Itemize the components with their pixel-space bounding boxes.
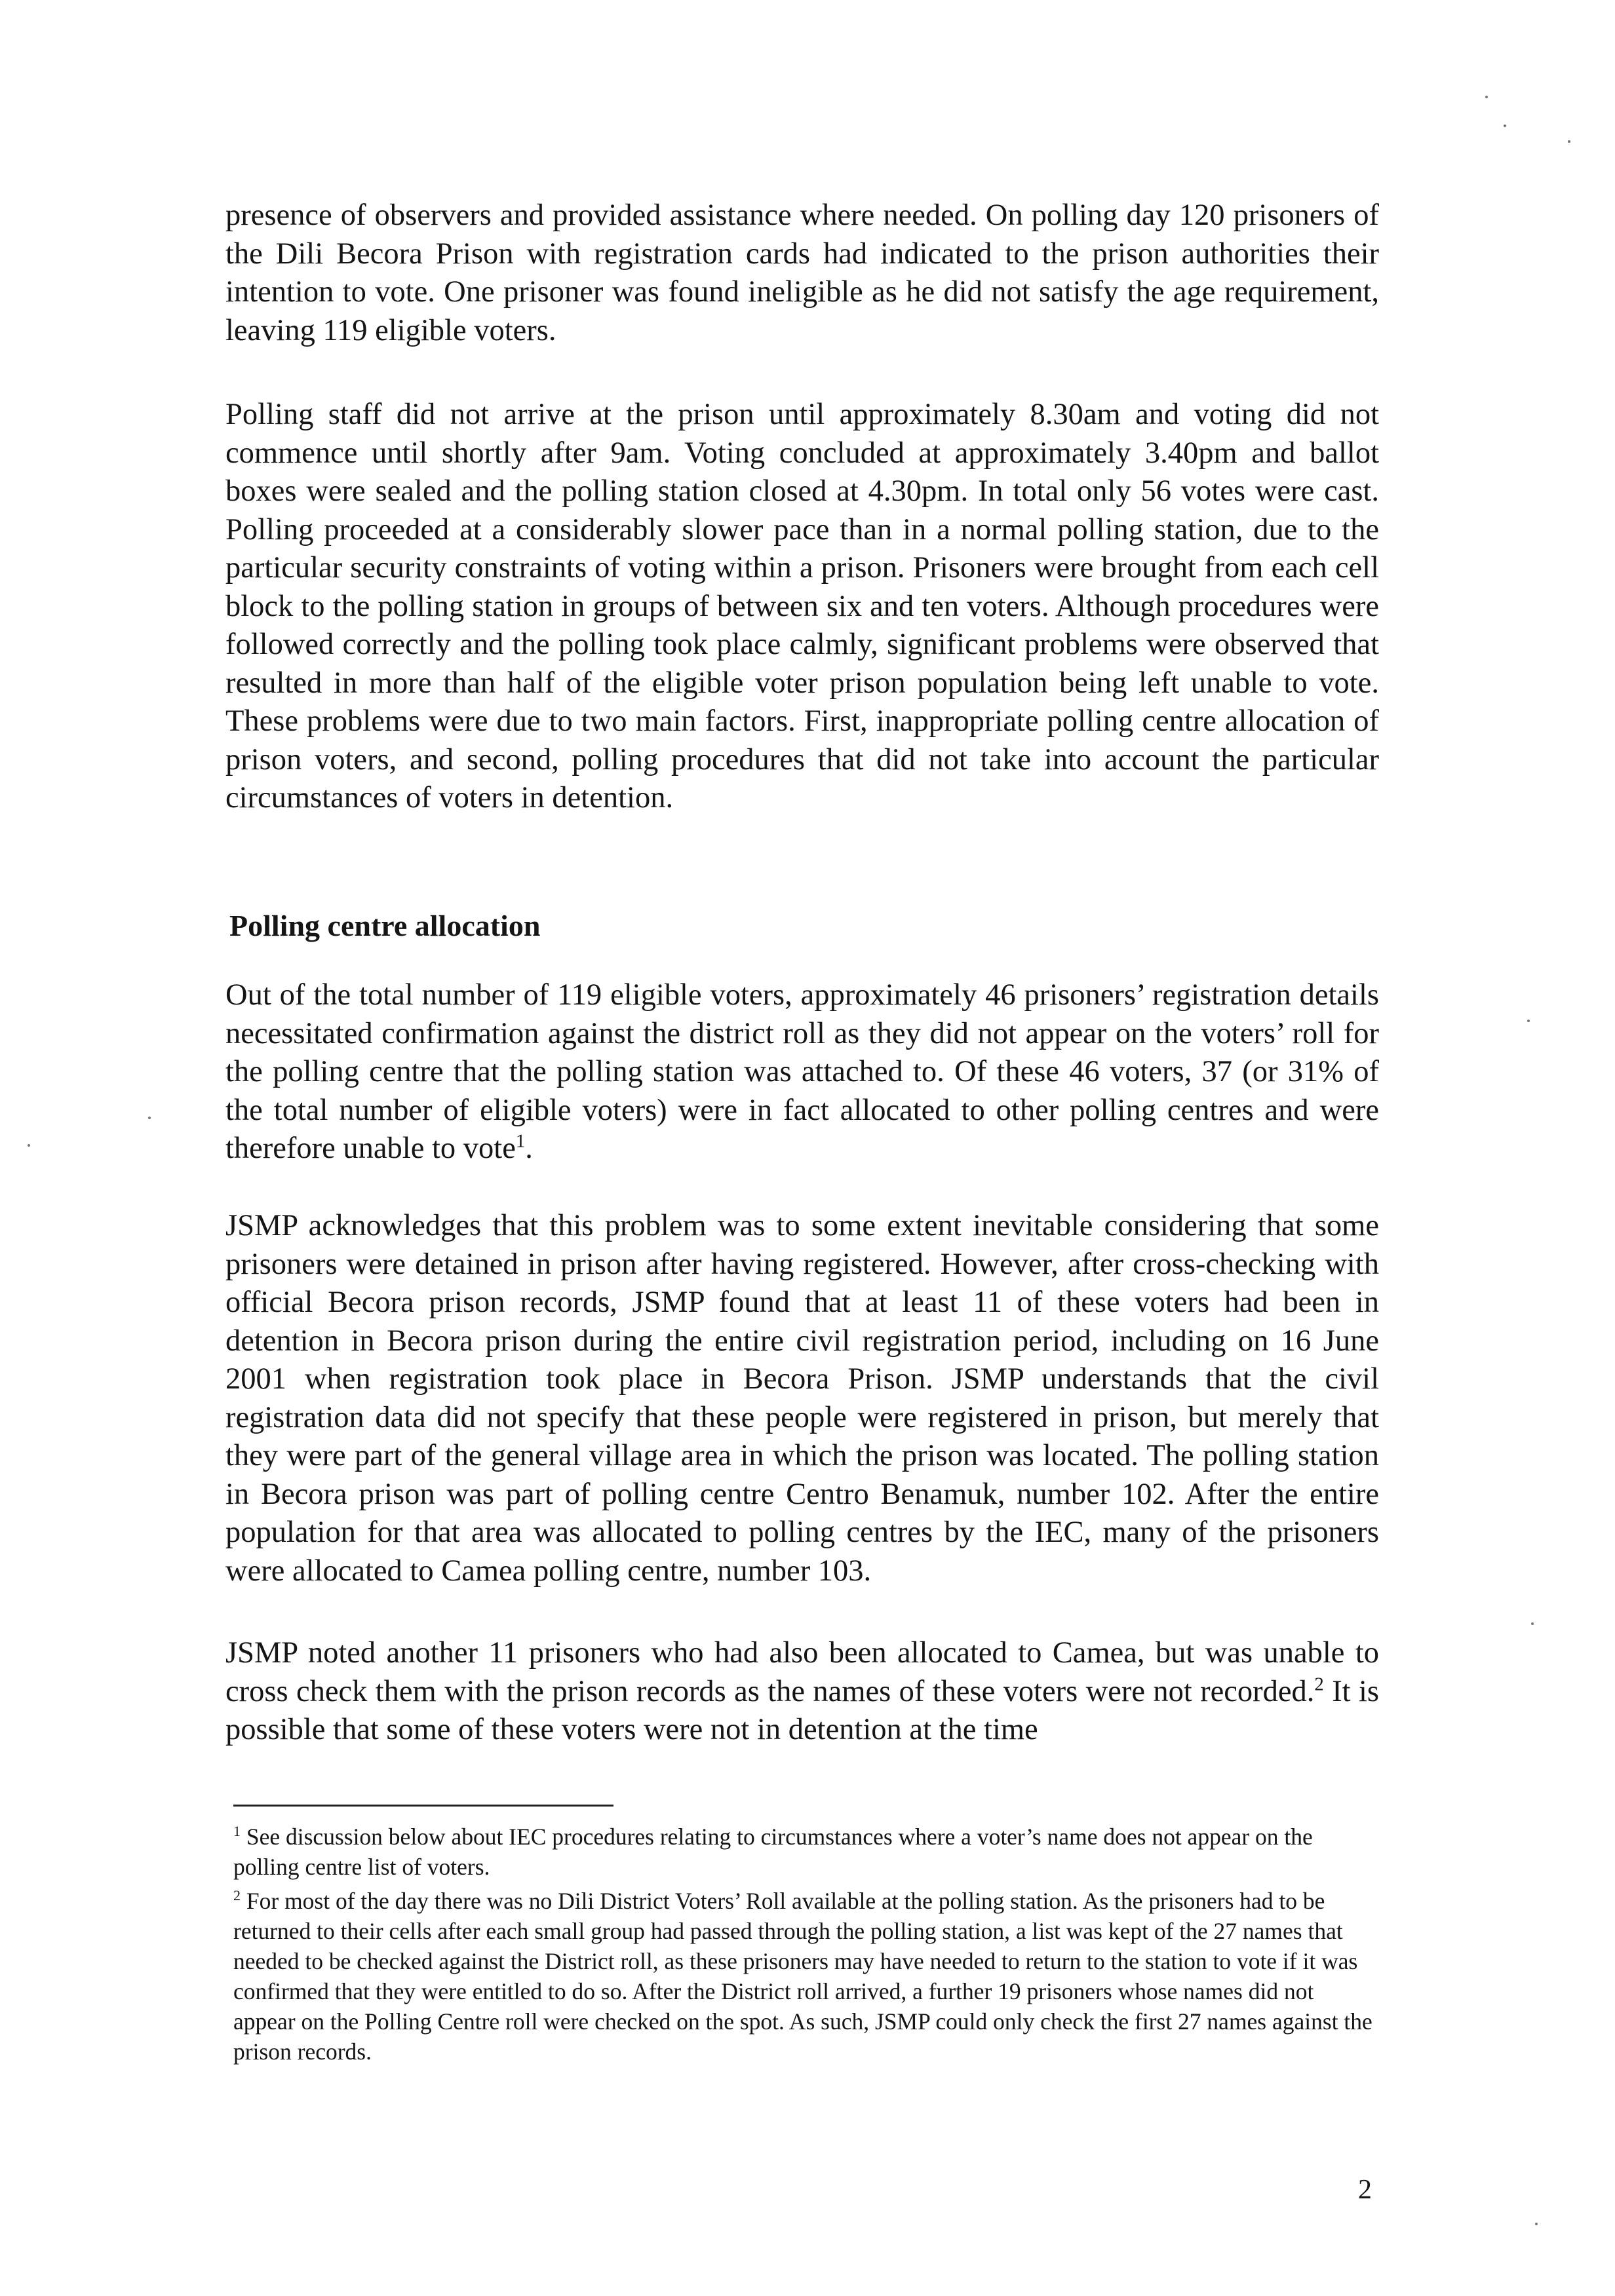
footnote-1 xyxy=(233,1822,1374,1882)
scan-speck xyxy=(1504,124,1506,127)
scan-speck xyxy=(1485,96,1488,98)
footnote-separator xyxy=(233,1805,613,1807)
paragraph-5 xyxy=(225,1634,1379,1750)
footnote-2 xyxy=(233,1886,1374,2067)
page-number: 2 xyxy=(1358,2175,1372,2205)
scan-speck xyxy=(1531,1622,1534,1625)
scan-speck xyxy=(1568,140,1570,143)
paragraph-1: presence of observers and provided assistance where needed. On polling day 120 prisoners of the Dili Becora Prison with registration cards had indicated to the prison authorities their intention to vote. One prisoner was found ineligible as he did not satisfy the age requirement, leaving 119 eligible voters. xyxy=(225,199,1379,347)
footnote-2-text: For most of the day there was no Dili District Voters’ Roll available at the polling station. As the prisoners had to be returned to their cells after each small group had passed through the polling station, a list was kept of the 27 names that needed to be checked against the District roll, as these prisoners may have needed to return to the station to vote if it was confirmed that they were entitled to do so. After the District roll arrived, a further 19 prisoners whose names did not appear on the Polling Centre roll were checked on the spot. As such, JSMP could only check the first 27 names against the prison records. xyxy=(233,1888,1372,2065)
footnote-ref-2: 2 xyxy=(1314,1674,1324,1694)
paragraph-5-text: JSMP noted another 11 prisoners who had also been allocated to Camea, but was unable to cross check them with the prison records as the names of these voters were not recorded. xyxy=(225,1636,1379,1708)
scan-speck xyxy=(148,1117,151,1119)
paragraph-3-text: Out of the total number of 119 eligible voters, approximately 46 prisoners’ registration details necessitated confirmation against the district roll as they did not appear on the voters’ roll for the polling centre that the polling station was attached to. Of these 46 voters, 37 (or 31% of the total number of eligible voters) were in fact allocated to other polling centres and were therefore unable to vote xyxy=(225,978,1379,1165)
footnote-1-marker: 1 xyxy=(233,1823,241,1840)
footnote-2-marker: 2 xyxy=(233,1887,241,1904)
footnote-ref-1: 1 xyxy=(515,1130,526,1152)
paragraph-4: JSMP acknowledges that this problem was to some extent inevitable considering that some prisoners were detained in prison after having registered. However, after cross-checking with official Becora prison records, JSMP found that at least 11 of these voters had been in detention in Becora prison during the entire civil registration period, including on 16 June 2001 when registration took place in Becora Prison. JSMP understands that the civil registration data did not specify that these people were registered in prison, but merely that they were part of the general village area in which the prison was located. The polling station in Becora prison was part of polling centre Centro Benamuk, number 102. After the entire population for that area was allocated to polling centres by the IEC, many of the prisoners were allocated to Camea polling centre, number 103. xyxy=(225,1209,1379,1588)
footnote-1-text: See discussion below about IEC procedures relating to circumstances where a voter’s name does not appear on the polling centre list of voters. xyxy=(233,1824,1313,1880)
paragraph-2: Polling staff did not arrive at the prison until approximately 8.30am and voting did not commence until shortly after 9am. Voting concluded at approximately 3.40pm and ballot boxes were sealed and the polling station closed at 4.30pm. In total only 56 votes were cast. Polling proceeded at a considerably slower pace than in a normal polling station, due to the particular security constraints of voting within a prison. Prisoners were brought from each cell block to the polling station in groups of between six and ten voters. Although procedures were followed correctly and the polling took place calmly, significant problems were observed that resulted in more than half of the eligible voter prison population being left unable to vote. These problems were due to two main factors. First, inappropriate polling centre allocation of prison voters, and second, polling procedures that did not take into account the particular circumstances of voters in detention. xyxy=(225,398,1379,814)
scan-speck xyxy=(1535,2223,1538,2225)
scan-speck xyxy=(28,1144,30,1147)
paragraph-3 xyxy=(225,976,1379,1168)
paragraph-5-end: It is possible that some of these voters were not in detention at the time xyxy=(225,1674,1379,1746)
scan-speck xyxy=(1527,1020,1530,1022)
section-heading: Polling centre allocation xyxy=(229,909,541,942)
paragraph-3-end: . xyxy=(525,1132,533,1165)
